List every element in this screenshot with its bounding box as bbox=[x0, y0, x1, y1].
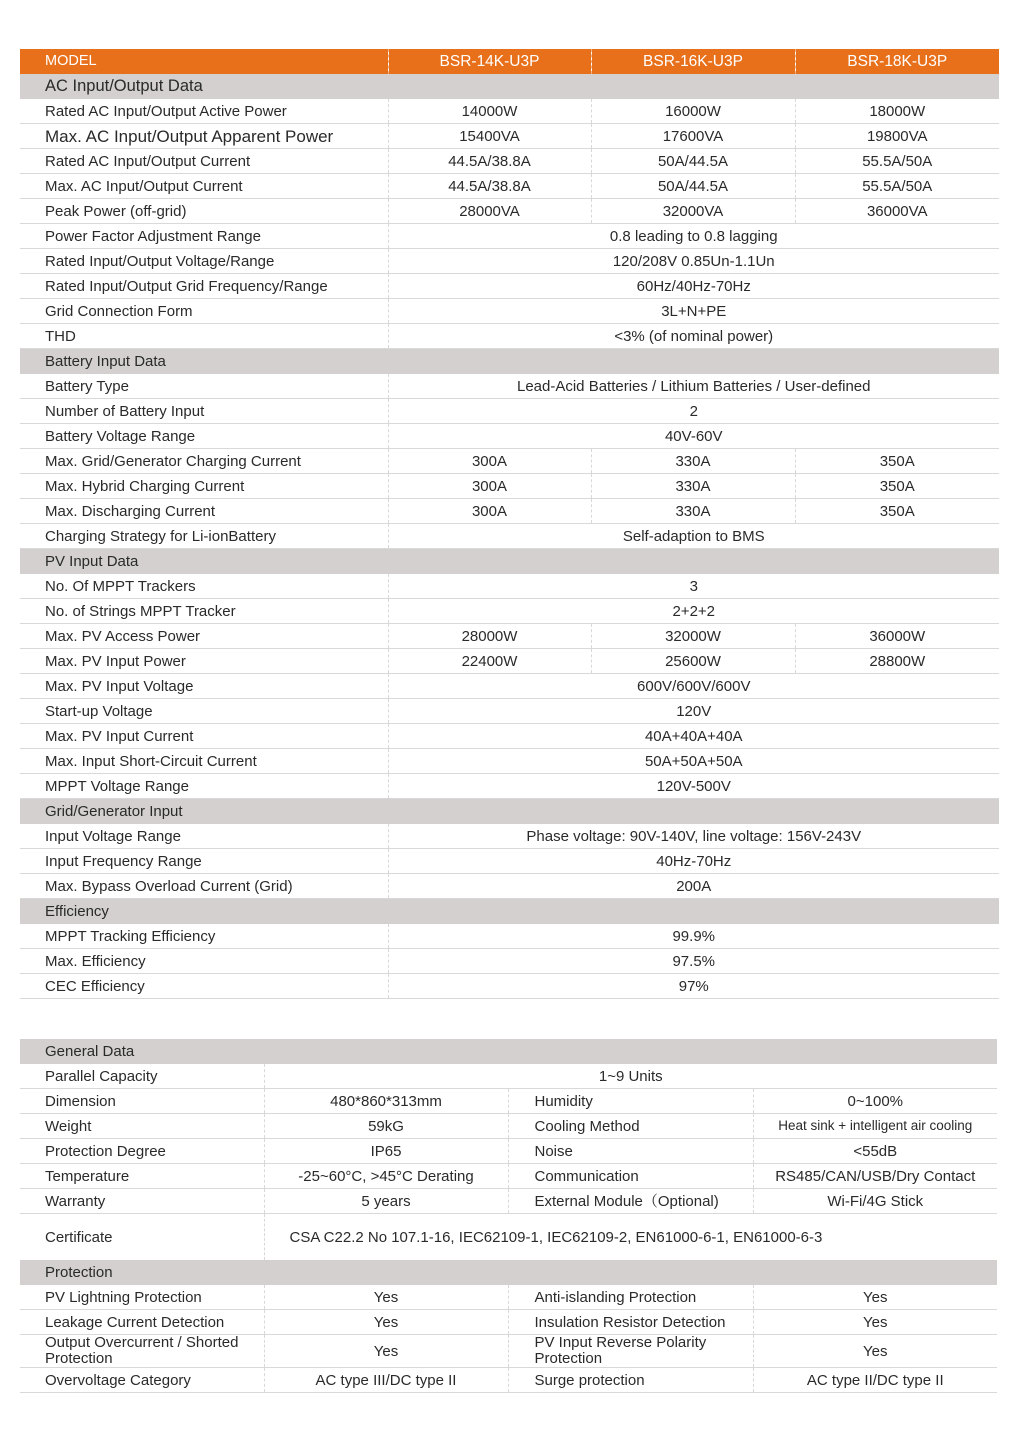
row-value: 40Hz-70Hz bbox=[388, 849, 999, 874]
row-value: 28800W bbox=[795, 649, 999, 674]
row-value: Yes bbox=[753, 1285, 997, 1310]
spec-row-pair bbox=[20, 1189, 997, 1214]
row-value: <55dB bbox=[753, 1139, 997, 1164]
spec-row bbox=[20, 99, 999, 124]
row-value: 99.9% bbox=[388, 924, 999, 949]
spec-row bbox=[20, 374, 999, 399]
row-value: 97.5% bbox=[388, 949, 999, 974]
row-value: 14000W bbox=[388, 99, 591, 124]
spec-row bbox=[20, 199, 999, 224]
row-value: 44.5A/38.8A bbox=[388, 149, 591, 174]
spec-row bbox=[20, 749, 999, 774]
section-title: AC Input/Output Data bbox=[20, 74, 999, 99]
row-label: PV Input Reverse Polarity Protection bbox=[508, 1335, 753, 1368]
row-value: Phase voltage: 90V-140V, line voltage: 156V-243V bbox=[388, 824, 999, 849]
section-header-protection bbox=[20, 1260, 997, 1285]
row-value: 40V-60V bbox=[388, 424, 999, 449]
spec-row bbox=[20, 149, 999, 174]
row-value: -25~60°C, >45°C Derating bbox=[264, 1164, 508, 1189]
row-label: Max. Grid/Generator Charging Current bbox=[20, 449, 388, 474]
row-label: Weight bbox=[20, 1114, 264, 1139]
spec-row bbox=[20, 499, 999, 524]
spec-row bbox=[20, 574, 999, 599]
spec-row bbox=[20, 674, 999, 699]
row-label: Warranty bbox=[20, 1189, 264, 1214]
row-value: 480*860*313mm bbox=[264, 1089, 508, 1114]
row-value: 32000W bbox=[591, 624, 795, 649]
section-title: Battery Input Data bbox=[20, 349, 999, 375]
spec-row bbox=[20, 874, 999, 899]
row-value: 350A bbox=[795, 474, 999, 499]
row-value: Yes bbox=[753, 1335, 997, 1368]
row-label: Input Frequency Range bbox=[20, 849, 388, 874]
spec-row bbox=[20, 924, 999, 949]
spec-row-certificate bbox=[20, 1214, 997, 1261]
row-label: Leakage Current Detection bbox=[20, 1310, 264, 1335]
row-label: PV Lightning Protection bbox=[20, 1285, 264, 1310]
model-name: BSR-14K-U3P bbox=[388, 49, 591, 74]
row-label: Number of Battery Input bbox=[20, 399, 388, 424]
section-header bbox=[20, 349, 999, 375]
row-label: Max. PV Input Current bbox=[20, 724, 388, 749]
row-value: 2 bbox=[388, 399, 999, 424]
spec-row-pair bbox=[20, 1285, 997, 1310]
spec-row bbox=[20, 324, 999, 349]
row-label: Start-up Voltage bbox=[20, 699, 388, 724]
row-value: 200A bbox=[388, 874, 999, 899]
spec-row bbox=[20, 724, 999, 749]
row-label: Certificate bbox=[45, 1228, 113, 1246]
row-label: Input Voltage Range bbox=[20, 824, 388, 849]
spec-row bbox=[20, 974, 999, 999]
row-label: CEC Efficiency bbox=[20, 974, 388, 999]
spec-row bbox=[20, 824, 999, 849]
row-label: Grid Connection Form bbox=[20, 299, 388, 324]
row-label: MPPT Voltage Range bbox=[20, 774, 388, 799]
row-value: 19800VA bbox=[795, 124, 999, 149]
row-label: Temperature bbox=[20, 1164, 264, 1189]
row-label: Anti-islanding Protection bbox=[508, 1285, 753, 1310]
row-value: 350A bbox=[795, 449, 999, 474]
row-label: Parallel Capacity bbox=[20, 1064, 264, 1089]
row-value: 60Hz/40Hz-70Hz bbox=[388, 274, 999, 299]
row-value: 59kG bbox=[264, 1114, 508, 1139]
row-value: 3 bbox=[388, 574, 999, 599]
section-title: Efficiency bbox=[20, 899, 999, 925]
row-value: 17600VA bbox=[591, 124, 795, 149]
row-label: Rated Input/Output Voltage/Range bbox=[20, 249, 388, 274]
row-value: Lead-Acid Batteries / Lithium Batteries / User-defined bbox=[388, 374, 999, 399]
row-label: No. of Strings MPPT Tracker bbox=[20, 599, 388, 624]
row-value: 120V-500V bbox=[388, 774, 999, 799]
spec-row bbox=[20, 399, 999, 424]
row-value: 50A+50A+50A bbox=[388, 749, 999, 774]
row-value: 300A bbox=[388, 499, 591, 524]
model-header-row bbox=[20, 49, 999, 74]
row-value: Yes bbox=[264, 1310, 508, 1335]
row-value: 600V/600V/600V bbox=[388, 674, 999, 699]
row-label: Power Factor Adjustment Range bbox=[20, 224, 388, 249]
row-value: 350A bbox=[795, 499, 999, 524]
section-title: PV Input Data bbox=[20, 549, 999, 575]
row-value: 300A bbox=[388, 449, 591, 474]
row-label: Max. AC Input/Output Apparent Power bbox=[20, 124, 388, 149]
row-label: Max. PV Access Power bbox=[20, 624, 388, 649]
model-name: BSR-18K-U3P bbox=[795, 49, 999, 74]
row-value: 55.5A/50A bbox=[795, 174, 999, 199]
row-value: Self-adaption to BMS bbox=[388, 524, 999, 549]
row-value: 330A bbox=[591, 449, 795, 474]
row-label: Max. Hybrid Charging Current bbox=[20, 474, 388, 499]
row-label: Max. PV Input Voltage bbox=[20, 674, 388, 699]
row-label: Cooling Method bbox=[508, 1114, 753, 1139]
row-label: Max. Efficiency bbox=[20, 949, 388, 974]
row-label: Charging Strategy for Li-ionBattery bbox=[20, 524, 388, 549]
section-header bbox=[20, 549, 999, 575]
row-value: AC type II/DC type II bbox=[753, 1368, 997, 1393]
row-value: 25600W bbox=[591, 649, 795, 674]
row-value: 55.5A/50A bbox=[795, 149, 999, 174]
row-label: Output Overcurrent / Shorted Protection bbox=[20, 1335, 264, 1368]
row-label: Max. PV Input Power bbox=[20, 649, 388, 674]
row-value: 28000W bbox=[388, 624, 591, 649]
spec-row bbox=[20, 699, 999, 724]
row-value: 36000W bbox=[795, 624, 999, 649]
row-value: 97% bbox=[388, 974, 999, 999]
spec-row bbox=[20, 449, 999, 474]
model-header-label: MODEL bbox=[20, 49, 388, 74]
spec-table bbox=[20, 49, 999, 999]
section-title: General Data bbox=[20, 1039, 997, 1064]
row-label: Surge protection bbox=[508, 1368, 753, 1393]
spec-row-pair bbox=[20, 1139, 997, 1164]
row-value: 15400VA bbox=[388, 124, 591, 149]
row-label: MPPT Tracking Efficiency bbox=[20, 924, 388, 949]
row-value: 22400W bbox=[388, 649, 591, 674]
row-label: Max. Discharging Current bbox=[20, 499, 388, 524]
row-value: 16000W bbox=[591, 99, 795, 124]
section-header bbox=[20, 899, 999, 925]
row-value: CSA C22.2 No 107.1-16, IEC62109-1, IEC62109-2, EN61000-6-1, EN61000-6-3 bbox=[264, 1214, 997, 1261]
row-label: Max. Input Short-Circuit Current bbox=[20, 749, 388, 774]
row-value: 18000W bbox=[795, 99, 999, 124]
row-label: Humidity bbox=[508, 1089, 753, 1114]
model-name: BSR-16K-U3P bbox=[591, 49, 795, 74]
row-label: Overvoltage Category bbox=[20, 1368, 264, 1393]
row-value: 0.8 leading to 0.8 lagging bbox=[388, 224, 999, 249]
spec-row bbox=[20, 1064, 997, 1089]
row-value: 0~100% bbox=[753, 1089, 997, 1114]
spec-row bbox=[20, 849, 999, 874]
section-title: Grid/Generator Input bbox=[20, 799, 999, 825]
spec-row bbox=[20, 174, 999, 199]
row-value: 40A+40A+40A bbox=[388, 724, 999, 749]
row-label: Max. Bypass Overload Current (Grid) bbox=[20, 874, 388, 899]
row-label: Rated AC Input/Output Current bbox=[20, 149, 388, 174]
row-label: Battery Type bbox=[20, 374, 388, 399]
spec-row bbox=[20, 299, 999, 324]
row-value: 50A/44.5A bbox=[591, 174, 795, 199]
spec-row-pair bbox=[20, 1368, 997, 1393]
row-value: <3% (of nominal power) bbox=[388, 324, 999, 349]
row-value: Yes bbox=[264, 1285, 508, 1310]
row-label: Rated AC Input/Output Active Power bbox=[20, 99, 388, 124]
row-label: Protection Degree bbox=[20, 1139, 264, 1164]
row-value: 28000VA bbox=[388, 199, 591, 224]
spec-row bbox=[20, 774, 999, 799]
spec-row-pair bbox=[20, 1310, 997, 1335]
row-value: 120V bbox=[388, 699, 999, 724]
row-value: 330A bbox=[591, 474, 795, 499]
row-value: 1~9 Units bbox=[264, 1064, 997, 1089]
row-value: 50A/44.5A bbox=[591, 149, 795, 174]
row-label: Rated Input/Output Grid Frequency/Range bbox=[20, 274, 388, 299]
row-value: 300A bbox=[388, 474, 591, 499]
row-value: Yes bbox=[753, 1310, 997, 1335]
row-value: 330A bbox=[591, 499, 795, 524]
row-label: Peak Power (off-grid) bbox=[20, 199, 388, 224]
row-value: Heat sink + intelligent air cooling bbox=[753, 1114, 997, 1139]
spec-row bbox=[20, 524, 999, 549]
row-label: Dimension bbox=[20, 1089, 264, 1114]
row-value: 5 years bbox=[264, 1189, 508, 1214]
spec-row bbox=[20, 599, 999, 624]
row-value: Wi-Fi/4G Stick bbox=[753, 1189, 997, 1214]
section-header bbox=[20, 74, 999, 99]
row-value: 3L+N+PE bbox=[388, 299, 999, 324]
spec-row bbox=[20, 949, 999, 974]
spec-row bbox=[20, 124, 999, 149]
spec-row bbox=[20, 624, 999, 649]
row-label: Battery Voltage Range bbox=[20, 424, 388, 449]
spec-row-pair bbox=[20, 1164, 997, 1189]
spec-row-pair bbox=[20, 1089, 997, 1114]
row-label: Insulation Resistor Detection bbox=[508, 1310, 753, 1335]
spec-row bbox=[20, 474, 999, 499]
row-value: 36000VA bbox=[795, 199, 999, 224]
spec-row bbox=[20, 649, 999, 674]
row-label: Communication bbox=[508, 1164, 753, 1189]
spec-row bbox=[20, 274, 999, 299]
row-label: THD bbox=[20, 324, 388, 349]
section-header bbox=[20, 799, 999, 825]
row-value: 2+2+2 bbox=[388, 599, 999, 624]
spec-row-pair bbox=[20, 1114, 997, 1139]
row-label: Max. AC Input/Output Current bbox=[20, 174, 388, 199]
section-header-general bbox=[20, 1039, 997, 1064]
row-value: Yes bbox=[264, 1335, 508, 1368]
row-value: RS485/CAN/USB/Dry Contact bbox=[753, 1164, 997, 1189]
spec-row bbox=[20, 224, 999, 249]
row-value: AC type III/DC type II bbox=[264, 1368, 508, 1393]
row-label: No. Of MPPT Trackers bbox=[20, 574, 388, 599]
row-value: IP65 bbox=[264, 1139, 508, 1164]
row-label: Noise bbox=[508, 1139, 753, 1164]
row-value: 120/208V 0.85Un-1.1Un bbox=[388, 249, 999, 274]
general-table bbox=[20, 1039, 997, 1393]
row-value: 32000VA bbox=[591, 199, 795, 224]
row-value: 44.5A/38.8A bbox=[388, 174, 591, 199]
section-title: Protection bbox=[20, 1260, 997, 1285]
spec-row bbox=[20, 249, 999, 274]
spec-row bbox=[20, 424, 999, 449]
spec-row-pair bbox=[20, 1335, 997, 1368]
row-label: External Module（Optional) bbox=[508, 1189, 753, 1214]
